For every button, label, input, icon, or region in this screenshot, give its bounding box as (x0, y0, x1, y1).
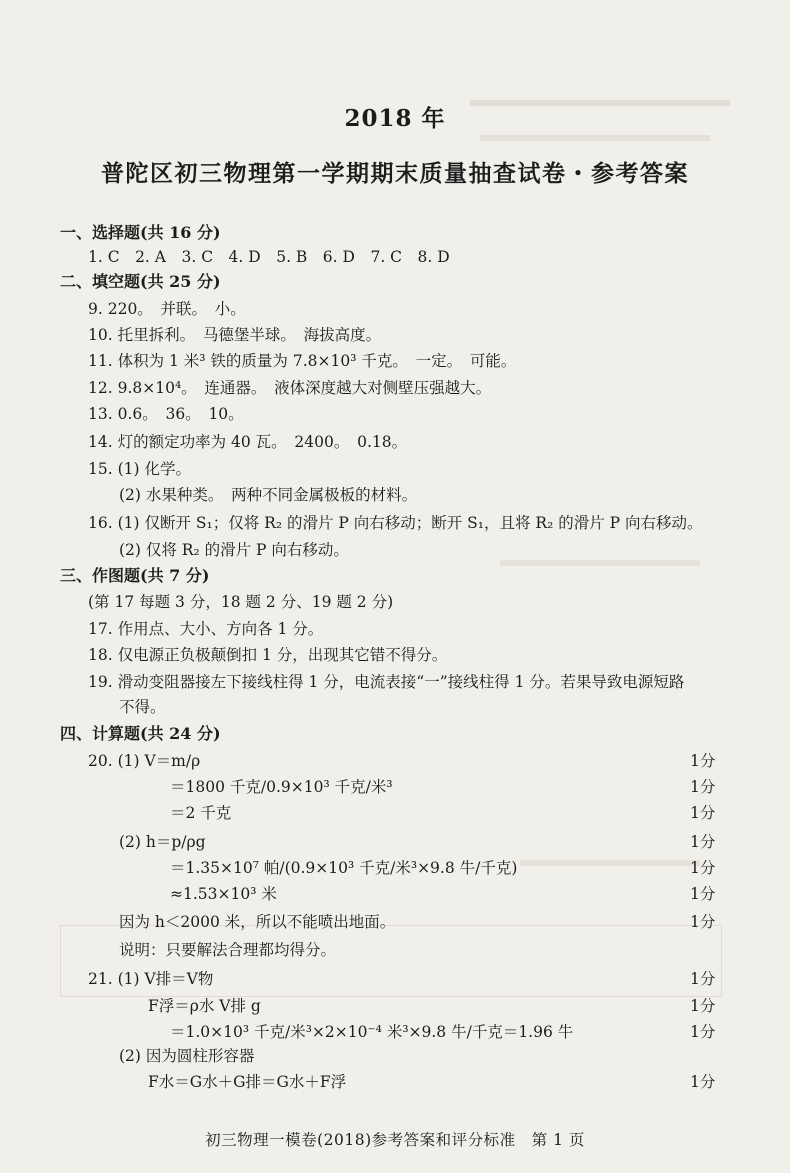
answer-line: 16. (1) 仅断开 S₁；仅将 R₂ 的滑片 P 向右移动；断开 S₁，且将 R₂ 的滑片 P 向右移动。 (88, 514, 703, 532)
answer-line: (2) h＝p/ρg (119, 833, 206, 851)
answer-line: ＝1800 千克/0.9×10³ 千克/米³ (170, 778, 393, 796)
section-heading: 一、选择题(共 16 分) (60, 223, 221, 242)
answer-line: ＝2 千克 (170, 804, 232, 822)
answer-line: 1. C 2. A 3. C 4. D 5. B 6. D 7. C 8. D (88, 248, 450, 266)
score-mark: 1分 (690, 885, 716, 903)
score-mark: 1分 (690, 752, 716, 770)
score-mark: 1分 (690, 804, 716, 822)
answer-line: F浮＝ρ水 V排 g (148, 997, 261, 1015)
answer-line: (第 17 每题 3 分，18 题 2 分、19 题 2 分) (88, 593, 394, 611)
exam-year: 2018 年 (344, 105, 446, 132)
answer-line: ≈1.53×10³ 米 (170, 885, 277, 903)
document-title: 普陀区初三物理第一学期期末质量抽查试卷・参考答案 (101, 160, 689, 187)
answer-line: (2) 仅将 R₂ 的滑片 P 向右移动。 (119, 541, 349, 559)
answer-line: 19. 滑动变阻器接左下接线柱得 1 分，电流表接“一”接线柱得 1 分。若果导致电源短路 (88, 673, 685, 691)
answer-line: F水＝G水＋G排＝G水＋F浮 (148, 1073, 347, 1091)
answer-line: ＝1.35×10⁷ 帕/(0.9×10³ 千克/米³×9.8 牛/千克) (170, 859, 518, 877)
page-footer: 初三物理一模卷(2018)参考答案和评分标准 第 1 页 (205, 1131, 585, 1149)
answer-line: 14. 灯的额定功率为 40 瓦。 2400。 0.18。 (88, 433, 408, 451)
answer-line: ＝1.0×10³ 千克/米³×2×10⁻⁴ 米³×9.8 牛/千克＝1.96 牛 (170, 1023, 574, 1041)
answer-line: 18. 仅电源正负极颠倒扣 1 分，出现其它错不得分。 (88, 646, 448, 664)
answer-line: 21. (1) V排＝V物 (88, 970, 214, 988)
score-mark: 1分 (690, 997, 716, 1015)
answer-line: 9. 220。 并联。 小。 (88, 300, 246, 318)
answer-line: 12. 9.8×10⁴。 连通器。 液体深度越大对侧壁压强越大。 (88, 379, 492, 397)
answer-line: 17. 作用点、大小、方向各 1 分。 (88, 620, 324, 638)
score-mark: 1分 (690, 1073, 716, 1091)
score-mark: 1分 (690, 1023, 716, 1041)
section-heading: 三、作图题(共 7 分) (60, 566, 210, 585)
section-heading: 四、计算题(共 24 分) (60, 724, 221, 743)
answer-line: 因为 h＜2000 米，所以不能喷出地面。 (119, 913, 396, 931)
score-mark: 1分 (690, 970, 716, 988)
section-heading: 二、填空题(共 25 分) (60, 272, 221, 291)
answer-line: 11. 体积为 1 米³ 铁的质量为 7.8×10³ 千克。 一定。 可能。 (88, 352, 517, 370)
answer-line: 10. 托里拆利。 马德堡半球。 海拔高度。 (88, 326, 382, 344)
score-mark: 1分 (690, 859, 716, 877)
answer-line: 20. (1) V＝m/ρ (88, 752, 201, 770)
answer-line: 不得。 (119, 698, 166, 716)
score-mark: 1分 (690, 913, 716, 931)
answer-line: 说明：只要解法合理都均得分。 (119, 941, 337, 959)
answer-line: 15. (1) 化学。 (88, 460, 191, 478)
answer-line: (2) 因为圆柱形容器 (119, 1047, 255, 1065)
score-mark: 1分 (690, 778, 716, 796)
answer-line: 13. 0.6。 36。 10。 (88, 405, 244, 423)
score-mark: 1分 (690, 833, 716, 851)
answer-line: (2) 水果种类。 两种不同金属极板的材料。 (119, 486, 418, 504)
